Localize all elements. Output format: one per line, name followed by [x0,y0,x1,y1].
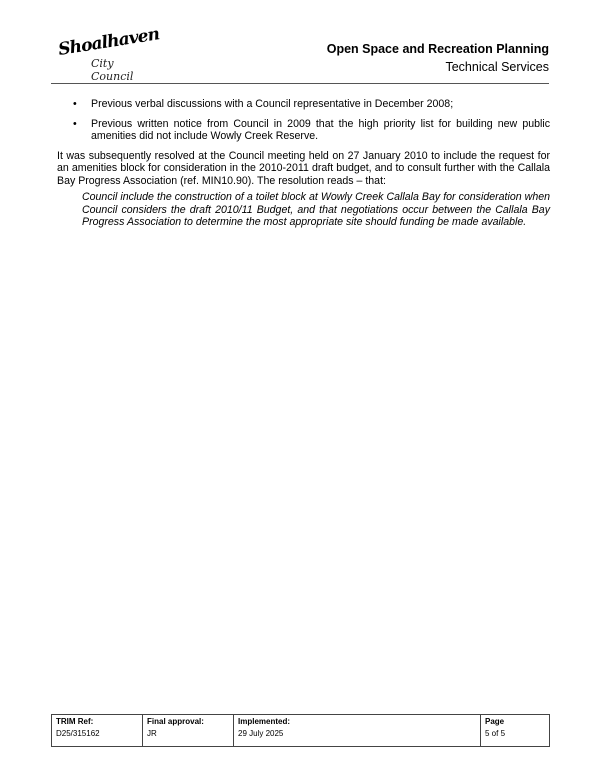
bullet-icon: • [73,117,77,130]
bullet-list [57,98,550,143]
header-title: Open Space and Recreation Planning [326,42,549,56]
approval-value: JR [147,729,157,738]
list-item [57,118,550,143]
footer-cell-trim [52,715,143,747]
page-label: Page [485,717,505,726]
footer-cell-implemented [234,715,481,747]
implemented-label: Implemented: [238,717,291,726]
footer-cell-page [481,715,550,747]
bullet-text: Previous written notice from Council in 2009 that the high priority list for building new public amenities did not include Wowly Creek Reserve. [91,117,550,142]
implemented-value: 29 July 2025 [238,729,284,738]
list-item [57,98,550,111]
footer-cell-approval [143,715,234,747]
header-divider [51,83,549,84]
approval-label: Final approval: [147,717,204,726]
logo-subtitle: City Council [91,57,134,83]
resolution-quote: Council include the construction of a toilet block at Wowly Creek Callala Bay for consideration when Council considers the draft 2010/11 Budget, and that negotiations occur between the Callala Bay Progress Association to determine the most appropriate site should funding be made available. [82,191,550,228]
document-footer-table [51,714,550,747]
page-value: 5 of 5 [485,729,506,738]
document-body [57,98,550,229]
body-paragraph: It was subsequently resolved at the Council meeting held on 27 January 2010 to include the request for an amenities block for consideration in the 2010-2011 draft budget, and to consult further with the Callala Bay Progress Association (ref. MIN10.90). The resolution reads – that: [57,149,550,187]
logo-brand: Shoalhaven [56,24,161,60]
council-logo [56,24,161,83]
bullet-text: Previous verbal discussions with a Council representative in December 2008; [91,98,454,110]
trim-value: D25/315162 [56,729,100,738]
bullet-icon: • [73,98,77,110]
trim-label: TRIM Ref: [56,717,94,726]
header-subtitle: Technical Services [445,60,549,74]
